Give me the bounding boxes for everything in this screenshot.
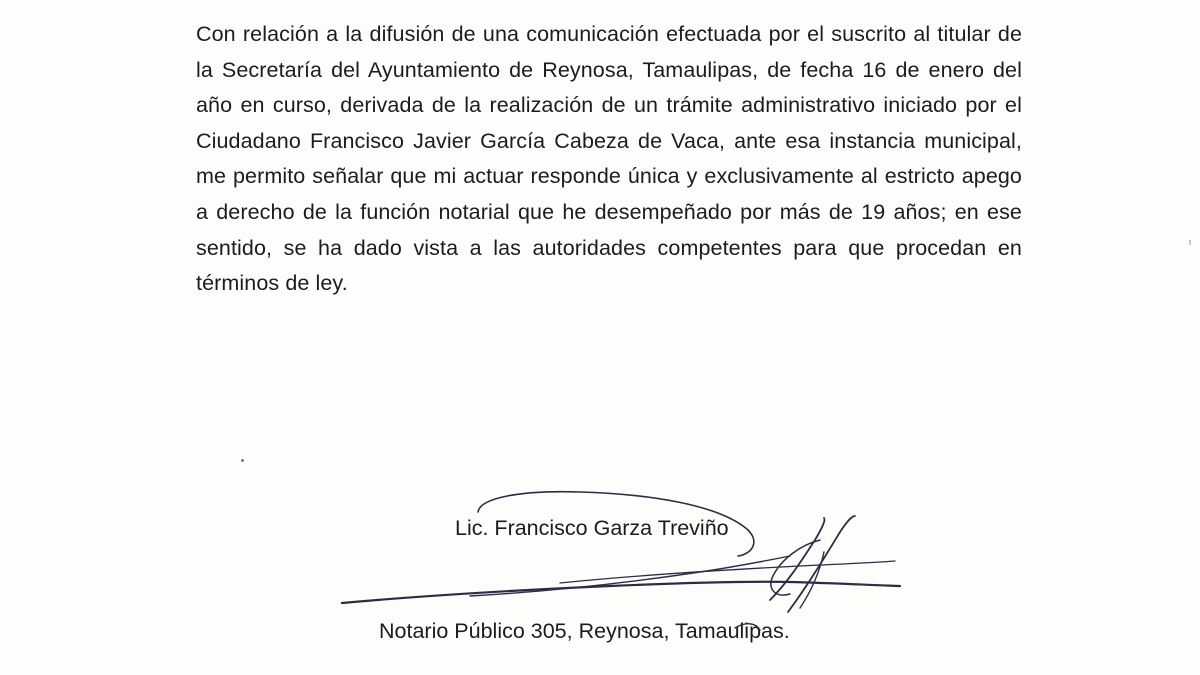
signature-loop-left [771,540,820,595]
scan-speck-edge [1189,240,1191,245]
signature-flourish-3 [800,552,824,608]
signature-main-stroke [342,582,900,603]
signature-flourish-1 [770,518,825,600]
signatory-name: Lic. Francisco Garza Treviño [455,516,729,540]
body-paragraph: Con relación a la difusión de una comunicación efectuada por el suscrito al titular de la Secretaría del Ayuntamiento de Reynosa, Tamaulipas, de fecha 16 de enero del año en curso, derivada de la realización de un trámite administrativo iniciado por el Ciudadano Francisco Javier García Cabeza de Vaca, ante esa instancia municipal, me permito señalar que mi actuar responde única y exclusivamente al estricto apego a derecho de la función notarial que he desempeñado por más de 19 años; en ese sentido, se ha dado vista a las autoridades competentes para que procedan en términos de ley. [196,22,1022,296]
signatory-role: Notario Público 305, Reynosa, Tamaulipas. [379,619,790,643]
signature-secondary-stroke [470,556,790,596]
scan-speck [241,459,244,462]
signature-flourish-2 [788,516,855,612]
signature-cross-stroke [560,561,895,583]
